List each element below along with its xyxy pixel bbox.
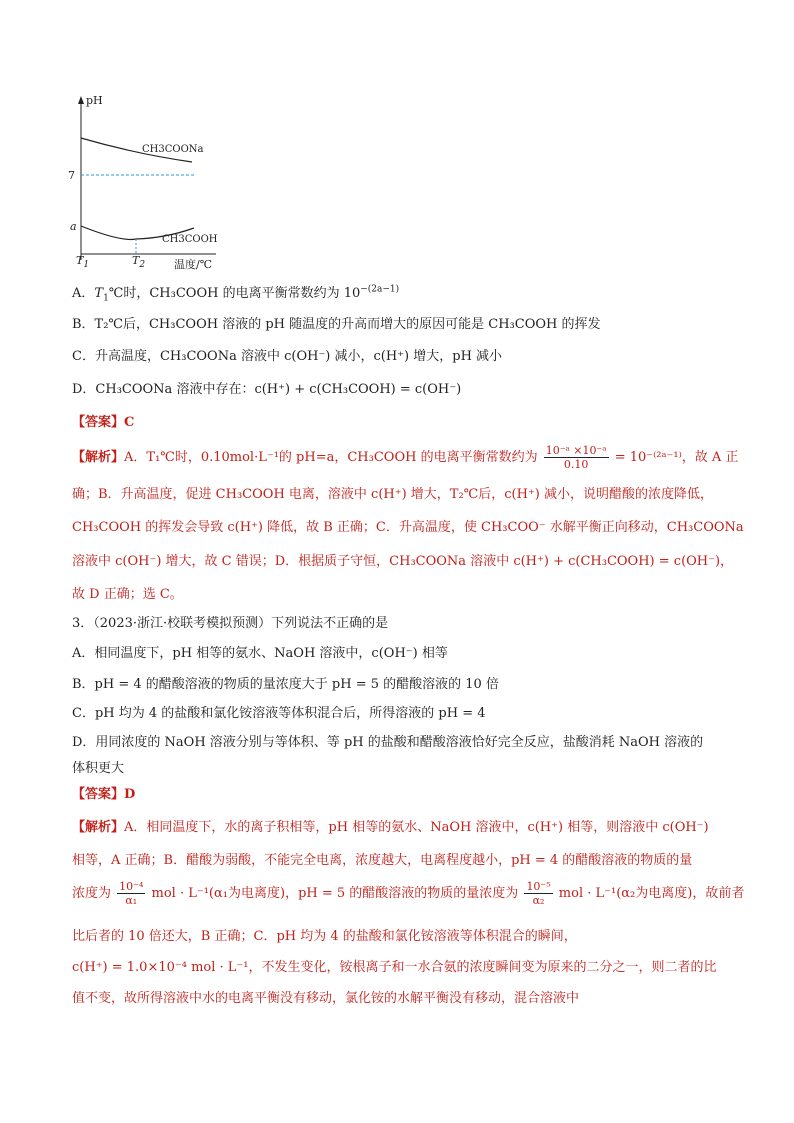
q3-explanation-line-1: 【解析】A．相同温度下，水的离子积相等，pH 相等的氨水、NaOH 溶液中，c(H⁺) 相等，则溶液中 c(OH⁻) [72,820,709,835]
q3-answer: 【答案】D [72,787,136,802]
q2-explanation-line-5: 故 D 正确；选 C。 [72,587,183,602]
q3-explanation-line-3: 浓度为 $\frac{\text{10⁻⁴}}{\text{α₁}}$ mol · L⁻¹(α₁为电离度)，pH = 5 的醋酸溶液的物质的量浓度为 $\frac{\text{10⁻⁵}}{\text{α₂}}$ mol · L⁻¹(α₂为电离度)，故前者 [72,880,745,907]
q2-explanation-line-1: 【解析】A．T₁℃时，0.10mol·L⁻¹的 pH=a，CH₃COOH 的电离平衡常数约为 $\frac{\text{10⁻ᵃ ×10⁻ᵃ}}{0.10}$ = 10⁻⁽²ᵃ⁻¹⁾，故 A 正 [72,444,739,471]
x-axis-label: 温度/℃ [174,258,213,271]
q2-option-c: C．升高温度，CH₃COONa 溶液中 c(OH⁻) 减小，c(H⁺) 增大，pH 减小 [72,349,503,364]
q2-option-a: A．$T_1℃$时，CH₃COOH 的电离平衡常数约为 $10^{-(2a-1)}$ [72,284,400,304]
q3-explanation-line-6: 值不变，故所得溶液中水的电离平衡没有移动，氯化铵的水解平衡没有移动，混合溶液中 [72,991,580,1006]
tick-label-t2: $T_2$ [132,254,146,271]
q2-answer: 【答案】C [72,415,135,430]
q2-option-d: D．CH₃COONa 溶液中存在：c(H⁺) + c(CH₃COOH) = c(OH⁻) [72,382,462,397]
q3-option-d-line-1: D．用同浓度的 NaOH 溶液分别与等体积、等 pH 的盐酸和醋酸溶液恰好完全反应，盐酸消耗 NaOH 溶液的 [72,735,704,750]
q3-explanation-line-5: c(H⁺) = 1.0×10⁻⁴ mol · L⁻¹，不发生变化，铵根离子和一水合氨的浓度瞬间变为原来的二分之一，则二者的比 [72,960,717,975]
tick-label-a: a [70,220,77,233]
q3-option-d-line-2: 体积更大 [72,761,125,776]
q3-option-a: A．相同温度下，pH 相等的氨水、NaOH 溶液中，c(OH⁻) 相等 [72,646,448,661]
ph-temperature-graph [66,92,226,272]
q2-explanation-line-4: 溶液中 c(OH⁻) 增大，故 C 错误；D．根据质子守恒，CH₃COONa 溶液中 c(H⁺) + c(CH₃COOH) = c(OH⁻)， [72,554,734,569]
q2-option-b: B．T₂℃后，CH₃COOH 溶液的 pH 随温度的升高而增大的原因可能是 CH₃COOH 的挥发 [72,317,601,332]
y-axis-arrow [78,96,84,104]
q3-option-c: C．pH 均为 4 的盐酸和氯化铵溶液等体积混合后，所得溶液的 pH = 4 [72,706,486,721]
q3-explanation-line-4: 比后者的 10 倍还大，B 正确；C．pH 均为 4 的盐酸和氯化铵溶液等体积混合的瞬间， [72,929,577,944]
tick-label-7: 7 [68,169,75,182]
curve-label-ch3coona: CH3COONa [142,144,204,155]
q3-option-b: B．pH = 4 的醋酸溶液的物质的量浓度大于 pH = 5 的醋酸溶液的 10 倍 [72,677,499,692]
tick-label-t1: $T_1$ [76,254,90,271]
ph-temperature-figure [66,92,226,272]
q2-explanation-line-3: CH₃COOH 的挥发会导致 c(H⁺) 降低，故 B 正确；C．升高温度，使 CH₃COO⁻ 水解平衡正向移动，CH₃COONa [72,520,744,535]
q2-explanation-line-2: 确；B．升高温度，促进 CH₃COOH 电离，溶液中 c(H⁺) 增大，T₂℃后，c(H⁺) 减小，说明醋酸的浓度降低， [72,487,713,502]
curve-label-ch3cooh: CH3COOH [162,234,218,245]
y-axis-label: pH [86,94,103,107]
q3-explanation-line-2: 相等，A 正确；B．醋酸为弱酸，不能完全电离，浓度越大，电离程度越小，pH = 4 的醋酸溶液的物质的量 [72,853,693,868]
q3-title: 3．（2023·浙江·校联考模拟预测）下列说法不正确的是 [72,616,389,631]
